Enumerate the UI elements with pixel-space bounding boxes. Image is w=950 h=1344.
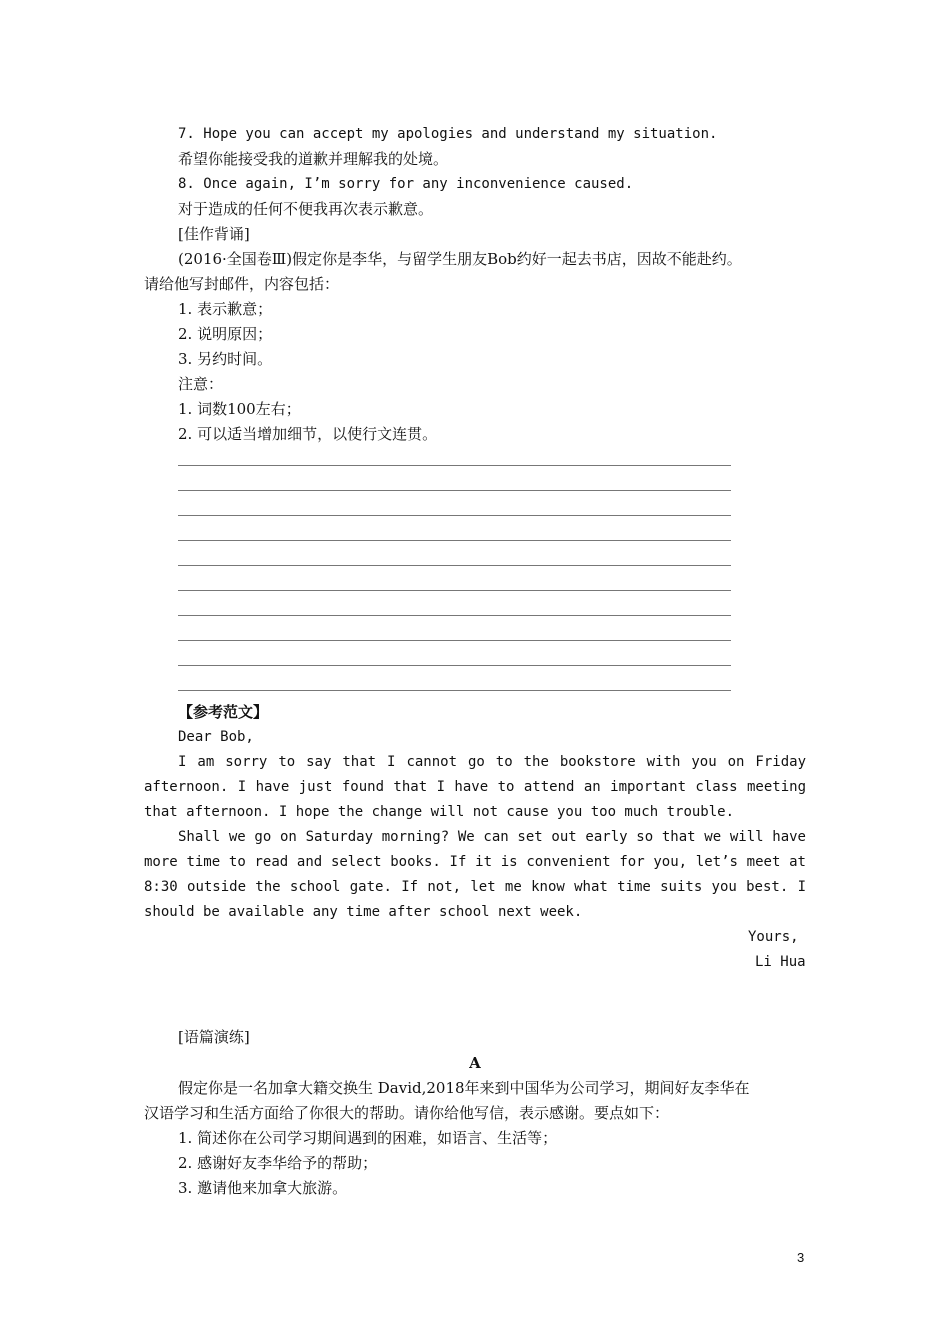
phrase-8-chinese: 对于造成的任何不便我再次表示歉意。 <box>178 200 434 218</box>
note-2: 2. 可以适当增加细节，以使行文连贯。 <box>178 425 438 443</box>
writing-line <box>178 515 731 516</box>
writing-line <box>178 590 731 591</box>
writing-line <box>178 665 731 666</box>
writing-line <box>178 465 731 466</box>
practice-prompt-line1: 假定你是一名加拿大籍交换生 David,2018年来到中国华为公司学习，期间好友李华在 <box>178 1079 750 1097</box>
writing-line <box>178 540 731 541</box>
sample-greeting: Dear Bob, <box>178 729 254 745</box>
practice-point-3: 3. 邀请他来加拿大旅游。 <box>178 1179 348 1197</box>
practice-point-1: 1. 简述你在公司学习期间遇到的困难，如语言、生活等； <box>178 1129 558 1147</box>
phrase-7-chinese: 希望你能接受我的道歉并理解我的处境。 <box>178 150 449 168</box>
sample-signature: Li Hua <box>755 954 806 970</box>
note-1: 1. 词数100左右； <box>178 400 301 418</box>
note-label: 注意： <box>178 375 224 393</box>
recite-point-2: 2. 说明原因； <box>178 325 273 343</box>
recite-prompt-line1: (2016·全国卷Ⅲ)假定你是李华，与留学生朋友Bob约好一起去书店，因故不能赴约。 <box>178 250 742 268</box>
writing-line <box>178 565 731 566</box>
practice-point-2: 2. 感谢好友李华给予的帮助； <box>178 1154 378 1172</box>
page-number: 3 <box>797 1250 805 1265</box>
sample-paragraph1-line3: that afternoon. I hope the change will not cause you too much trouble. <box>144 804 735 820</box>
sample-closing: Yours, <box>748 929 799 945</box>
sample-paragraph2-line1: Shall we go on Saturday morning? We can set out early so that we will have <box>178 829 806 845</box>
sample-paragraph1-line1: I am sorry to say that I cannot go to the bookstore with you on Friday <box>178 754 806 770</box>
writing-line <box>178 490 731 491</box>
phrase-8-english: 8. Once again, I’m sorry for any inconvenience caused. <box>178 176 634 192</box>
sample-paragraph1-line2: afternoon. I have just found that I have to attend an important class meeting <box>144 779 806 795</box>
writing-line <box>178 690 731 691</box>
practice-heading: [语篇演练] <box>178 1028 250 1046</box>
recite-point-1: 1. 表示歉意； <box>178 300 273 318</box>
phrase-7-english: 7. Hope you can accept my apologies and understand my situation. <box>178 126 718 142</box>
practice-section-label: A <box>469 1054 481 1072</box>
writing-line <box>178 615 731 616</box>
recite-point-3: 3. 另约时间。 <box>178 350 273 368</box>
sample-paragraph2-line4: should be available any time after school next week. <box>144 904 583 920</box>
sample-heading: 【参考范文】 <box>178 703 269 721</box>
practice-prompt-line2: 汉语学习和生活方面给了你很大的帮助。请你给他写信，表示感谢。要点如下： <box>144 1104 670 1122</box>
writing-line <box>178 640 731 641</box>
sample-paragraph2-line3: 8:30 outside the school gate. If not, let me know what time suits you best. I <box>144 879 806 895</box>
recite-prompt-line2: 请给他写封邮件，内容包括： <box>144 275 340 293</box>
recite-heading: [佳作背诵] <box>178 225 250 243</box>
sample-paragraph2-line2: more time to read and select books. If it is convenient for you, let’s meet at <box>144 854 806 870</box>
